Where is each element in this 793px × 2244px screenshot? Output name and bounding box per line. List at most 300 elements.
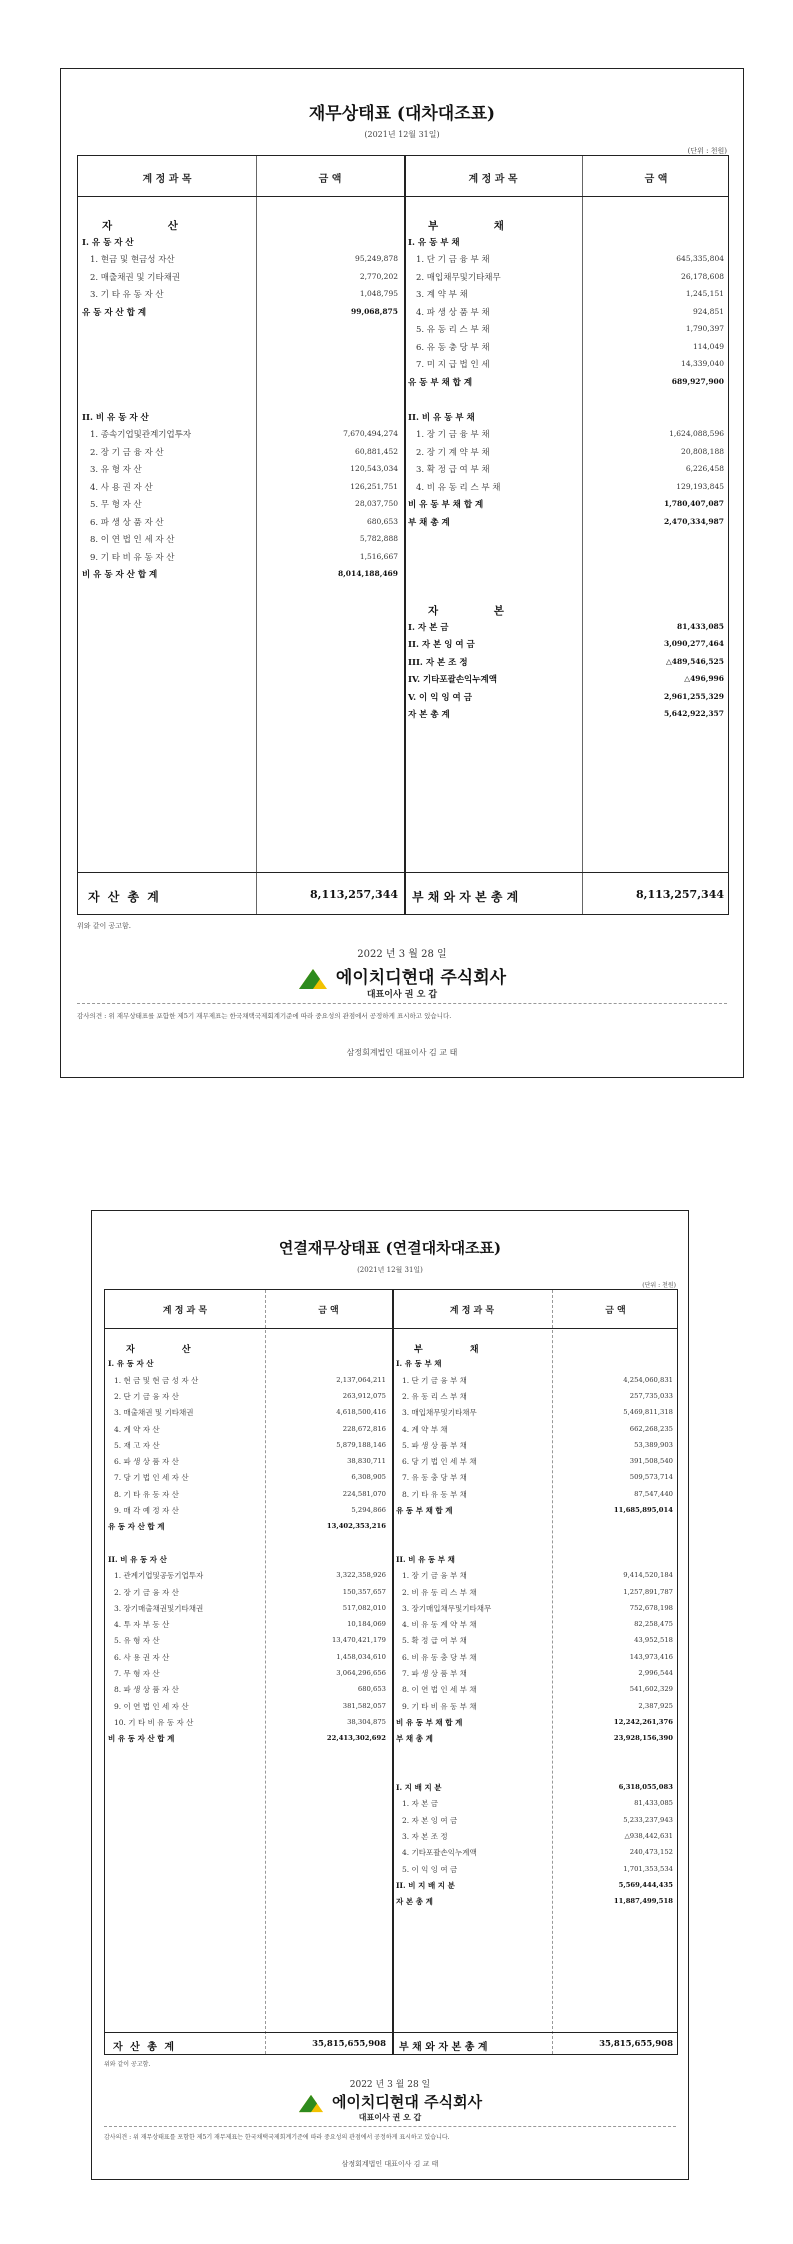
line-item bbox=[114, 1684, 179, 1695]
line-item-amount: 60,881,452 bbox=[355, 446, 398, 456]
line-item-label: II. 자 본 잉 여 금 bbox=[408, 640, 475, 650]
line-item-amount: 224,581,070 bbox=[342, 1489, 386, 1498]
line-item bbox=[114, 1375, 198, 1386]
document-title: 연결재무상태표 (연결대차대조표) bbox=[278, 1239, 502, 1257]
header-amount-left: 금 액 bbox=[318, 174, 342, 185]
line-item-amount: 114,049 bbox=[692, 341, 724, 351]
line-item-amount: 13,470,421,179 bbox=[331, 1636, 386, 1645]
line-item-amount: 1,458,034,610 bbox=[336, 1652, 386, 1661]
line-item bbox=[402, 1652, 477, 1663]
auditor-name: 삼정회계법인 대표이사 김 교 태 bbox=[346, 1048, 458, 1057]
total-assets-label: 자 산 총 계 bbox=[88, 890, 161, 904]
line-item bbox=[402, 1456, 477, 1467]
line-item bbox=[114, 1424, 160, 1435]
line-item-amount: 541,602,329 bbox=[629, 1685, 673, 1694]
line-item bbox=[402, 1407, 477, 1418]
line-item-label: 4. 투 자 부 동 산 bbox=[114, 1620, 170, 1630]
subtotal-row bbox=[108, 1358, 154, 1369]
line-item-label: 비 유 동 부 채 합 계 bbox=[408, 500, 484, 510]
line-item-amount: 2,387,925 bbox=[638, 1701, 673, 1710]
line-item-amount: △938,442,631 bbox=[624, 1832, 673, 1840]
line-item-label: 자 본 총 계 bbox=[396, 1897, 433, 1907]
subtotal-row bbox=[108, 1554, 167, 1565]
line-item bbox=[114, 1489, 179, 1500]
line-item bbox=[114, 1603, 203, 1614]
line-item bbox=[402, 1701, 477, 1712]
total-liabilities-equity-label: 부 채 와 자 본 총 계 bbox=[399, 2042, 488, 2053]
total-assets-amount: 35,815,655,908 bbox=[312, 2039, 386, 2049]
line-item-label: 2. 자 본 잉 여 금 bbox=[402, 1815, 458, 1825]
total-liabilities-equity-amount: 35,815,655,908 bbox=[599, 2039, 673, 2049]
line-item-label: 6. 유 동 충 당 부 채 bbox=[416, 342, 490, 353]
line-item-amount: △489,546,525 bbox=[666, 656, 724, 666]
subtotal-row bbox=[396, 1358, 442, 1369]
line-item-label: 9. 기 타 비 유 동 부 채 bbox=[402, 1701, 477, 1711]
line-item-label: 유 동 부 채 합 계 bbox=[396, 1506, 453, 1515]
line-item-label: 3. 매출채권 및 기타채권 bbox=[114, 1408, 194, 1418]
line-item bbox=[114, 1472, 189, 1483]
subtotal-row bbox=[408, 498, 483, 510]
line-item bbox=[402, 1864, 457, 1875]
line-item-amount: 662,268,235 bbox=[629, 1424, 673, 1433]
category-heading bbox=[414, 1342, 501, 1355]
company-name bbox=[92, 2091, 688, 2113]
line-item bbox=[90, 533, 175, 545]
line-item-label: I. 유 동 부 채 bbox=[408, 237, 460, 248]
line-item-amount: 126,251,751 bbox=[350, 481, 398, 491]
line-item-amount: 150,357,657 bbox=[342, 1587, 386, 1596]
line-item bbox=[416, 463, 490, 475]
line-item-label: 7. 파 생 상 품 부 채 bbox=[402, 1669, 467, 1678]
line-item bbox=[114, 1668, 160, 1679]
line-item-amount: 38,830,711 bbox=[347, 1457, 386, 1466]
line-item-amount: 9,414,520,184 bbox=[623, 1571, 673, 1580]
line-item bbox=[114, 1407, 194, 1418]
subtotal-row bbox=[396, 1717, 462, 1728]
line-item bbox=[114, 1635, 160, 1646]
line-item-label: 5. 확 정 급 여 부 채 bbox=[402, 1636, 467, 1646]
subtotal-row bbox=[396, 1880, 455, 1891]
category-heading bbox=[428, 218, 530, 233]
line-item-label: I. 유 동 부 채 bbox=[396, 1359, 442, 1369]
subtotal-row bbox=[408, 516, 450, 528]
header-account-right: 계 정 과 목 bbox=[449, 1306, 495, 1316]
subtotal-row bbox=[108, 1733, 174, 1744]
subtotal-row bbox=[82, 306, 146, 318]
document-date: (2021년 12월 31일) bbox=[357, 1266, 423, 1274]
line-item-label: 1. 장 기 금 융 부 채 bbox=[416, 430, 490, 440]
line-item-amount: 680,653 bbox=[357, 1685, 386, 1694]
triangle-logo-icon bbox=[298, 2094, 324, 2113]
line-item bbox=[114, 1505, 179, 1516]
consolidated-balance-sheet-document bbox=[91, 1210, 689, 2180]
line-item-label: 4. 파 생 상 품 부 채 bbox=[416, 307, 490, 318]
line-item-amount: 14,339,040 bbox=[681, 359, 724, 368]
line-item bbox=[416, 358, 490, 370]
line-item bbox=[402, 1668, 467, 1679]
line-item bbox=[402, 1424, 448, 1435]
line-item-amount: 2,996,544 bbox=[638, 1669, 673, 1677]
line-item-amount: 5,233,237,943 bbox=[623, 1815, 673, 1824]
line-item-label: 3. 장기매출채권및기타채권 bbox=[114, 1603, 204, 1613]
subtotal-row bbox=[396, 1554, 455, 1565]
line-item-amount: 2,961,255,329 bbox=[663, 691, 724, 701]
subtotal-row bbox=[396, 1505, 453, 1516]
line-item bbox=[114, 1619, 169, 1630]
category-heading bbox=[126, 1342, 213, 1355]
line-item-amount: 5,469,811,318 bbox=[623, 1408, 673, 1417]
line-item bbox=[416, 271, 501, 283]
line-item-label: 2. 장 기 금 융 자 산 bbox=[114, 1587, 179, 1597]
line-item-amount: 645,335,804 bbox=[676, 254, 724, 263]
line-item-label: I. 유 동 자 산 bbox=[82, 237, 134, 248]
line-item-amount: 5,782,888 bbox=[359, 534, 398, 543]
line-item-amount: 38,304,875 bbox=[347, 1717, 386, 1726]
line-item bbox=[402, 1570, 467, 1581]
line-item-label: 유 동 자 산 합 계 bbox=[108, 1522, 165, 1532]
line-item-amount: 81,433,085 bbox=[634, 1799, 673, 1808]
line-item bbox=[90, 463, 142, 475]
line-item-label: 4. 기타포괄손익누계액 bbox=[402, 1848, 477, 1858]
line-item-amount: 11,685,895,014 bbox=[613, 1506, 673, 1514]
subtotal-row bbox=[82, 411, 149, 423]
line-item-label: 자 산 bbox=[102, 220, 204, 232]
line-item-label: 3. 매입채무및기타채무 bbox=[402, 1408, 477, 1418]
line-item-amount: 7,670,494,274 bbox=[343, 429, 398, 438]
line-item bbox=[90, 446, 164, 458]
header-amount-right: 금 액 bbox=[605, 1306, 626, 1316]
line-item-amount: 12,242,261,376 bbox=[613, 1717, 673, 1726]
line-item-label: 6. 당 기 법 인 세 부 채 bbox=[402, 1457, 477, 1467]
line-item-label: 1. 현 금 및 현 금 성 자 산 bbox=[114, 1375, 199, 1385]
line-item-amount: 509,573,714 bbox=[629, 1473, 673, 1482]
line-item-label: 5. 유 형 자 산 bbox=[114, 1636, 160, 1646]
notice-text: 위와 같이 공고함. bbox=[104, 2061, 151, 2068]
line-item bbox=[402, 1472, 467, 1483]
balance-sheet-document bbox=[60, 68, 744, 1078]
line-item-label: 2. 장 기 계 약 부 채 bbox=[416, 447, 490, 458]
unit-label: (단위 : 천원) bbox=[687, 147, 727, 155]
subtotal-row bbox=[408, 411, 475, 423]
subtotal-row bbox=[408, 656, 468, 668]
line-item-amount: 82,258,475 bbox=[634, 1620, 673, 1629]
line-item-label: 8. 파 생 상 품 자 산 bbox=[114, 1685, 179, 1695]
line-item bbox=[90, 288, 164, 300]
line-item-label: 3. 계 약 부 채 bbox=[416, 290, 468, 300]
line-item-amount: 87,547,440 bbox=[634, 1489, 673, 1498]
line-item bbox=[416, 253, 490, 265]
line-item-label: 자 본 총 계 bbox=[408, 710, 450, 720]
line-item bbox=[114, 1570, 203, 1581]
line-item-label: 1. 단 기 금 융 부 채 bbox=[402, 1375, 467, 1385]
line-item-amount: 5,642,922,357 bbox=[663, 709, 724, 718]
line-item-amount: 680,653 bbox=[366, 516, 398, 526]
line-item-label: 1. 단 기 금 융 부 채 bbox=[416, 255, 490, 265]
line-item-amount: 3,090,277,464 bbox=[663, 639, 724, 648]
line-item bbox=[114, 1440, 160, 1451]
line-item-amount: 5,569,444,435 bbox=[618, 1880, 673, 1889]
line-item-label: 7. 당 기 법 인 세 자 산 bbox=[114, 1473, 189, 1483]
line-item-label: 7. 유 동 충 당 부 채 bbox=[402, 1473, 467, 1483]
line-item-label: V. 이 익 잉 여 금 bbox=[408, 692, 472, 703]
line-item-label: 9. 기 타 비 유 동 자 산 bbox=[90, 552, 175, 563]
line-item bbox=[402, 1815, 457, 1826]
line-item-label: 부 채 총 계 bbox=[396, 1734, 433, 1744]
audit-opinion: 감사의견 : 위 재무상태표를 포함한 제5기 재무제표는 한국채택국제회계기준에 따라 중요성의 관점에서 공정하게 표시하고 있습니다. bbox=[77, 1012, 452, 1020]
line-item bbox=[402, 1587, 477, 1598]
notice-text: 위와 같이 공고함. bbox=[77, 922, 132, 930]
line-item-amount: 391,508,540 bbox=[629, 1457, 673, 1466]
company-name-text: 에이치디현대 주식회사 bbox=[331, 2093, 483, 2111]
line-item bbox=[114, 1456, 179, 1467]
line-item-amount: 752,678,198 bbox=[629, 1603, 673, 1612]
line-item-label: 5. 파 생 상 품 부 채 bbox=[402, 1440, 467, 1450]
line-item-label: 부 채 bbox=[414, 1345, 501, 1355]
line-item-label: I. 유 동 자 산 bbox=[108, 1359, 154, 1369]
category-heading bbox=[102, 218, 204, 233]
ceo-name: 대표이사 권 오 갑 bbox=[358, 2112, 422, 2122]
line-item-amount: 120,543,034 bbox=[350, 464, 398, 473]
line-item-amount: △496,996 bbox=[684, 674, 724, 683]
line-item-label: 5. 유 동 리 스 부 채 bbox=[416, 325, 490, 335]
line-item bbox=[402, 1847, 477, 1858]
line-item bbox=[416, 323, 490, 335]
line-item bbox=[114, 1717, 193, 1728]
line-item-amount: 53,389,903 bbox=[634, 1440, 673, 1449]
line-item-amount: 3,064,296,656 bbox=[336, 1669, 386, 1677]
line-item-label: 6. 파 생 상 품 자 산 bbox=[90, 517, 164, 528]
line-item-amount: 381,582,057 bbox=[342, 1701, 386, 1710]
line-item-amount: 13,402,353,216 bbox=[326, 1522, 386, 1531]
line-item bbox=[114, 1652, 169, 1663]
header-account-left: 계 정 과 목 bbox=[162, 1306, 208, 1316]
line-item-amount: 6,308,905 bbox=[351, 1473, 386, 1482]
line-item-label: I. 자 본 금 bbox=[408, 622, 449, 633]
line-item-label: 2. 단 기 금 융 자 산 bbox=[114, 1391, 179, 1401]
line-item bbox=[416, 428, 490, 440]
subtotal-row bbox=[108, 1521, 165, 1532]
subtotal-row bbox=[408, 376, 472, 388]
line-item-label: 8. 기 타 유 동 자 산 bbox=[114, 1489, 179, 1499]
line-item-amount: 228,672,816 bbox=[342, 1424, 386, 1433]
line-item-label: 1. 종속기업및관계기업투자 bbox=[90, 430, 192, 440]
line-item-amount: 8,014,188,469 bbox=[337, 569, 398, 578]
line-item bbox=[416, 481, 501, 493]
line-item-label: 1. 관계기업및공동기업투자 bbox=[114, 1571, 204, 1581]
line-item-amount: 20,808,188 bbox=[681, 446, 724, 456]
line-item-label: 8. 이 연 법 인 세 부 채 bbox=[402, 1685, 477, 1695]
line-item bbox=[402, 1619, 477, 1630]
line-item-amount: 2,470,334,987 bbox=[663, 516, 724, 526]
line-item-label: 비 유 동 자 산 합 계 bbox=[108, 1734, 175, 1744]
line-item-amount: 143,973,416 bbox=[629, 1652, 673, 1661]
line-item-label: 1. 현금 및 현금성 자산 bbox=[90, 255, 175, 265]
header-amount-right: 금 액 bbox=[644, 174, 668, 185]
line-item bbox=[114, 1587, 179, 1598]
line-item-label: 6. 파 생 상 품 자 산 bbox=[114, 1457, 179, 1467]
line-item-amount: 26,178,608 bbox=[681, 271, 724, 281]
ceo-name: 대표이사 권 오 갑 bbox=[366, 990, 438, 1000]
line-item-label: III. 자 본 조 정 bbox=[408, 657, 468, 668]
line-item-label: 2. 유 동 리 스 부 채 bbox=[402, 1391, 467, 1401]
subtotal-row bbox=[396, 1896, 433, 1907]
line-item-label: 2. 매출채권 및 기타채권 bbox=[90, 272, 181, 283]
header-amount-left: 금 액 bbox=[318, 1306, 339, 1316]
line-item-amount: 257,735,033 bbox=[629, 1391, 673, 1400]
line-item-label: 2. 장 기 금 융 자 산 bbox=[90, 447, 164, 458]
company-name bbox=[61, 963, 743, 990]
line-item-amount: 1,048,795 bbox=[359, 289, 398, 298]
line-item-amount: 5,294,866 bbox=[351, 1506, 386, 1514]
line-item-amount: 6,226,458 bbox=[685, 464, 724, 473]
line-item-label: 4. 비 유 동 리 스 부 채 bbox=[416, 482, 501, 493]
line-item-label: 부 채 총 계 bbox=[408, 517, 450, 528]
line-item-label: 2. 매입채무및기타채무 bbox=[416, 272, 501, 283]
document-title: 재무상태표 (대차대조표) bbox=[308, 104, 496, 124]
line-item-amount: 129,193,845 bbox=[676, 481, 724, 491]
line-item-label: 4. 계 약 자 산 bbox=[114, 1424, 160, 1434]
line-item bbox=[90, 551, 175, 563]
line-item-label: IV. 기타포괄손익누계액 bbox=[408, 675, 497, 685]
line-item bbox=[402, 1489, 467, 1500]
line-item-amount: 924,851 bbox=[692, 306, 724, 316]
line-item-amount: 1,245,151 bbox=[685, 289, 724, 298]
line-item-label: 9. 매 각 예 정 자 산 bbox=[114, 1506, 179, 1515]
unit-label: (단위 : 천원) bbox=[642, 1282, 676, 1289]
line-item bbox=[90, 253, 175, 265]
line-item bbox=[90, 516, 164, 528]
line-item-label: II. 비 유 동 자 산 bbox=[108, 1554, 167, 1564]
line-item-amount: 689,927,900 bbox=[671, 376, 724, 386]
line-item-label: 1. 장 기 금 융 부 채 bbox=[402, 1571, 467, 1581]
line-item-amount: 81,433,085 bbox=[677, 621, 724, 631]
category-heading bbox=[428, 603, 530, 618]
line-item-amount: 2,770,202 bbox=[359, 271, 398, 281]
line-item-label: 5. 재 고 자 산 bbox=[114, 1440, 160, 1450]
line-item-amount: 11,887,499,518 bbox=[613, 1897, 673, 1906]
line-item-label: 비 유 동 부 채 합 계 bbox=[396, 1717, 463, 1727]
line-item bbox=[114, 1701, 189, 1712]
subtotal-row bbox=[396, 1782, 442, 1793]
line-item-amount: 22,413,302,692 bbox=[326, 1734, 386, 1743]
line-item-amount: 99,068,875 bbox=[351, 306, 398, 316]
line-item-amount: 5,879,188,146 bbox=[336, 1440, 386, 1449]
line-item-label: 2. 비 유 동 리 스 부 채 bbox=[402, 1587, 477, 1597]
line-item bbox=[416, 446, 490, 458]
line-item-label: II. 비 유 동 부 채 bbox=[408, 412, 475, 423]
document-date: (2021년 12월 31일) bbox=[364, 130, 440, 139]
line-item-label: 자 본 bbox=[428, 605, 530, 617]
line-item-label: 3. 기 타 유 동 자 산 bbox=[90, 290, 164, 300]
line-item-label: 3. 확 정 급 여 부 채 bbox=[416, 465, 490, 475]
line-item-amount: 2,137,064,211 bbox=[336, 1375, 386, 1384]
line-item-amount: 4,254,060,831 bbox=[623, 1375, 673, 1384]
line-item bbox=[402, 1798, 438, 1809]
line-item-label: 4. 사 용 권 자 산 bbox=[90, 482, 153, 493]
line-item-amount: 95,249,878 bbox=[355, 254, 398, 263]
line-item bbox=[402, 1440, 467, 1451]
line-item-label: 비 유 동 자 산 합 계 bbox=[82, 570, 158, 580]
line-item-label: 3. 장기매입채무및기타채무 bbox=[402, 1603, 492, 1613]
line-item-label: 유 동 부 채 합 계 bbox=[408, 377, 473, 388]
subtotal-row bbox=[408, 638, 475, 650]
header-account-left: 계 정 과 목 bbox=[142, 174, 192, 185]
line-item-label: 8. 이 연 법 인 세 자 산 bbox=[90, 535, 175, 545]
sign-date: 2022 년 3 월 28 일 bbox=[357, 949, 447, 960]
audit-opinion: 감사의견 : 위 재무상태표를 포함한 제5기 재무제표는 한국채택국제회계기준에 따라 중요성의 관점에서 공정하게 표시하고 있습니다. bbox=[104, 2134, 450, 2141]
line-item bbox=[402, 1375, 467, 1386]
line-item-label: 7. 미 지 급 법 인 세 bbox=[416, 360, 490, 370]
subtotal-row bbox=[408, 621, 448, 633]
line-item-label: 10. 기 타 비 유 동 자 산 bbox=[114, 1717, 194, 1727]
subtotal-row bbox=[408, 673, 497, 685]
line-item bbox=[402, 1391, 467, 1402]
line-item-label: 4. 계 약 부 채 bbox=[402, 1424, 448, 1434]
divider bbox=[77, 1003, 727, 1004]
line-item-label: 3. 자 본 조 정 bbox=[402, 1832, 448, 1841]
line-item-label: 5. 이 익 잉 여 금 bbox=[402, 1864, 458, 1874]
sign-date: 2022 년 3 월 28 일 bbox=[349, 2080, 431, 2090]
line-item-amount: 28,037,750 bbox=[355, 499, 398, 508]
line-item-amount: 517,082,010 bbox=[342, 1603, 386, 1612]
line-item-amount: 3,322,358,926 bbox=[336, 1571, 386, 1580]
total-assets-label: 자 산 총 계 bbox=[113, 2042, 177, 2053]
line-item bbox=[416, 341, 490, 353]
line-item-amount: 263,912,075 bbox=[342, 1391, 386, 1400]
line-item-amount: 10,184,069 bbox=[347, 1620, 386, 1629]
line-item bbox=[402, 1831, 448, 1842]
line-item-label: I. 지 배 지 분 bbox=[396, 1783, 442, 1793]
total-liabilities-equity-label: 부 채 와 자 본 총 계 bbox=[412, 890, 519, 904]
line-item-amount: 1,701,353,534 bbox=[623, 1864, 673, 1873]
line-item bbox=[90, 481, 153, 493]
header-account-right: 계 정 과 목 bbox=[468, 174, 518, 185]
subtotal-row bbox=[396, 1733, 433, 1744]
line-item-label: 3. 유 형 자 산 bbox=[90, 465, 142, 475]
line-item-amount: 1,624,088,596 bbox=[669, 429, 724, 438]
subtotal-row bbox=[82, 568, 157, 580]
line-item-amount: 1,516,667 bbox=[359, 551, 398, 561]
line-item bbox=[90, 498, 142, 510]
line-item-label: 8. 기 타 유 동 부 채 bbox=[402, 1489, 467, 1499]
line-item bbox=[90, 271, 180, 283]
line-item bbox=[402, 1603, 491, 1614]
line-item-label: II. 비 지 배 지 분 bbox=[396, 1880, 455, 1890]
line-item-label: 자 산 bbox=[126, 1345, 213, 1355]
line-item-amount: 1,790,397 bbox=[685, 324, 724, 333]
balance-sheet-table bbox=[77, 155, 729, 915]
line-item-label: 5. 무 형 자 산 bbox=[90, 500, 142, 510]
line-item bbox=[114, 1391, 179, 1402]
line-item-amount: 23,928,156,390 bbox=[613, 1734, 673, 1743]
line-item-label: 1. 자 본 금 bbox=[402, 1799, 439, 1809]
auditor-name: 삼정회계법인 대표이사 김 교 태 bbox=[341, 2160, 439, 2168]
line-item-label: 4. 비 유 동 계 약 부 채 bbox=[402, 1620, 477, 1630]
line-item-amount: 4,618,500,416 bbox=[336, 1408, 386, 1417]
subtotal-row bbox=[408, 236, 460, 248]
line-item bbox=[416, 306, 490, 318]
subtotal-row bbox=[408, 708, 450, 720]
line-item-amount: 1,257,891,787 bbox=[623, 1587, 673, 1596]
line-item-label: 부 채 bbox=[428, 220, 530, 232]
line-item-label: 6. 사 용 권 자 산 bbox=[114, 1652, 170, 1662]
divider bbox=[104, 2126, 676, 2127]
subtotal-row bbox=[408, 691, 472, 703]
line-item-label: II. 비 유 동 부 채 bbox=[396, 1554, 455, 1564]
line-item-amount: 6,318,055,083 bbox=[618, 1783, 673, 1792]
line-item-label: 유 동 자 산 합 계 bbox=[82, 307, 147, 318]
line-item-amount: 240,473,152 bbox=[629, 1848, 673, 1857]
